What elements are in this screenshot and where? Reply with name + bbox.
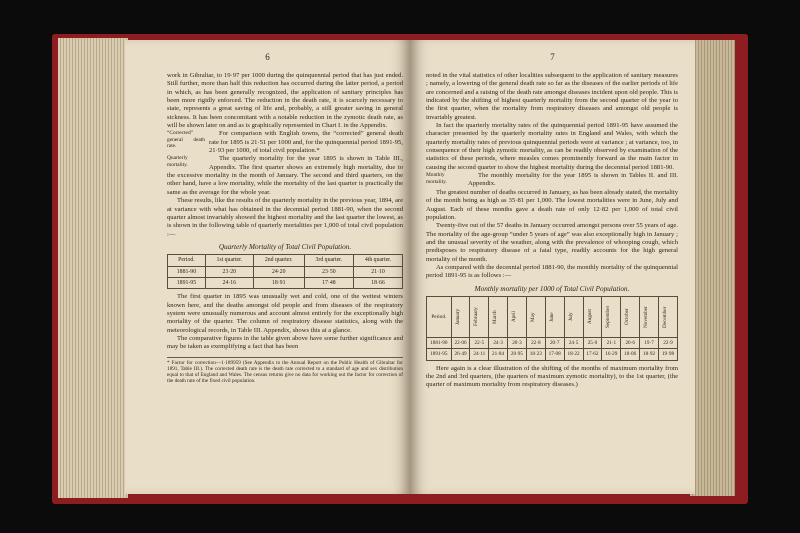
table-cell: 26·49 [451, 349, 470, 360]
paragraph: “Corrected” general death rate. For comparison with English towns, the “corrected” general death rate for 1895 is 21·51 per 1000 and, for the quinquennial period 1891-95, 21·93 per 1000, of total civil population.* [167, 130, 403, 155]
paragraph: In fact the quarterly mortality rates of the quinquennial period 1891-95 have assumed the character presented by the quarterly mortality rates in England and Wales, with which the quarterly mortality rates of previous quinquennial periods were at variance ; at variance, too, in consequence of their high zymotic mortality, as can be readily observed by examination of the statistics of these periods, where measles comes prominently forward as the main factor in causing the second quarter to show the highest mortality during the decennial period 1881-90. [426, 122, 678, 171]
table-row [427, 349, 678, 360]
table-cell: 20·7 [545, 337, 564, 348]
margin-note: Quarterly mortality. [167, 155, 188, 168]
table-cell: 24·20 [253, 266, 304, 277]
table-cell: 17·08 [545, 349, 564, 360]
paragraph: Quarterly mortality. The quarterly mortality for the year 1895 is shown in Table III., Appendix. The first quarter shows an extremely high mortality, due to the excessive mortality in the month of January. The second and third quarters, on the other hand, have a low mortality, while the mortality of the last quarter is practically the same as the average for the whole year. [167, 155, 403, 196]
column-header: September [602, 296, 621, 337]
table-cell: 21·10 [354, 266, 403, 277]
margin-note: “Corrected” general death rate. [167, 130, 205, 150]
column-header: April [508, 296, 527, 337]
table-cell: 20·3 [508, 337, 527, 348]
column-header: December [659, 296, 678, 337]
table-cell: 16·29 [602, 349, 621, 360]
paragraph: The first quarter in 1895 was unusually wet and cold, one of the wettest winters known here, and the deaths amongst old people and from diseases of the respiratory system were unusually numerous and account almost entirely for the exceptionally high mortality of the quarter. The column of respiratory disease statistics, along with the meteorological records, in Table III. Appendix, shows this at a glance. [167, 293, 403, 334]
quarterly-mortality-table [167, 254, 403, 289]
paragraph: The greatest number of deaths occurred in January, as has been already stated, the mortality of the month being as high as 35·81 per 1,000. The lowest mortalities were in June, July and August. Each of these months gave a death rate of only 12·82 per 1,000 of total civil population. [426, 188, 678, 221]
column-header: August [583, 296, 602, 337]
table-header-row [427, 296, 678, 337]
column-header: October [621, 296, 640, 337]
paragraph: work in Gibraltar, to 19·97 per 1000 during the quinquennial period that has just ended. Still further, more than half this reduction has occurred during the latter period, a period in which, as has been generally recognized, the application of sanitary principles has been more rigidly enforced. The reduction in the death rate, it is scarcely necessary to state, represents a great saving of life and, probably, a still greater saving in general sickness. It has been concomitant with a notable reduction in the zymotic death rate, as will be shown later on and as is graphically represented in Chart I. in the Appendix. [167, 72, 403, 130]
table-cell: 18·91 [253, 277, 304, 288]
column-header: May [526, 296, 545, 337]
table-cell: 19·7 [640, 337, 659, 348]
table-cell: 23·50 [304, 266, 353, 277]
page-number: 7 [550, 52, 555, 62]
table-cell: 25·0 [583, 337, 602, 348]
table-cell: 19·98 [659, 349, 678, 360]
table-cell: 1891-95 [168, 277, 206, 288]
table-cell: 18·66 [354, 277, 403, 288]
table-cell: 22·5 [470, 337, 489, 348]
footnote: * Factor for correction—1·189959 (See Appendix to the Annual Report on the Public Health of Gibraltar for 1891, Table III.). The corrected death rate is the death rate corrected to a standard of age and sex distribution equal to that of England and Wales. The census returns give no data for working out the factor for correction of the death rate of the fixed civil population. [167, 357, 403, 385]
column-header: March [489, 296, 508, 337]
table-cell: 20·6 [621, 337, 640, 348]
table-cell: 24·16 [205, 277, 253, 288]
table-caption: Monthly mortality per 1000 of Total Civil Population. [474, 284, 630, 293]
table-cell: 24·3 [489, 337, 508, 348]
table-cell: 1881-90 [168, 266, 206, 277]
table-cell: 18·06 [621, 349, 640, 360]
column-header: 1st quarter. [205, 255, 253, 266]
page-edges-left [58, 38, 128, 498]
table-cell: 22·06 [451, 337, 470, 348]
margin-note: Monthly mortality. [426, 172, 447, 185]
column-header: January [451, 296, 470, 337]
table-caption: Quarterly Mortality of Total Civil Population. [218, 242, 352, 251]
table-cell: 18·22 [564, 349, 583, 360]
column-header: Period. [168, 255, 206, 266]
right-page [410, 40, 695, 494]
table-cell: 24·5 [564, 337, 583, 348]
paragraph: Monthly mortality. The monthly mortality for the year 1895 is shown in Tables II. and III. Appendix. [426, 172, 678, 188]
table-cell: 17·48 [304, 277, 353, 288]
paragraph: Here again is a clear illustration of the shifting of the months of maximum mortality from the 2nd and 3rd quarters, (the quarters of maximum zymotic mortality), to the 1st quarter, (the quarter of maximum mortality from respiratory diseases.) [426, 364, 678, 389]
monthly-mortality-table [426, 296, 678, 361]
column-header: 2nd quarter. [253, 255, 304, 266]
table-header-row [168, 255, 403, 266]
column-header: 3rd quarter. [304, 255, 353, 266]
left-page [125, 40, 410, 494]
table-cell: 1891-95 [427, 349, 452, 360]
table-cell: 18·23 [526, 349, 545, 360]
column-header: July [564, 296, 583, 337]
table-cell: 24·11 [470, 349, 489, 360]
page-number: 6 [265, 52, 270, 62]
table-cell: 21·1 [602, 337, 621, 348]
column-header: February [470, 296, 489, 337]
table-row [168, 277, 403, 288]
paragraph: These results, like the results of the quarterly mortality in the previous year, 1894, are at variance with what has obtained in the decennial period 1881-90, when the second quarter almost invariably showed the highest mortality and the last quarter the lowest, as is shown in the following table of quarterly mortalities per 1,000 of total civil population :— [167, 197, 403, 238]
table-cell: 17·62 [583, 349, 602, 360]
column-header: June [545, 296, 564, 337]
table-row [168, 266, 403, 277]
table-cell: 21·84 [489, 349, 508, 360]
table-cell: 23·20 [205, 266, 253, 277]
paragraph: As compared with the decennial period 1881-90, the monthly mortality of the quinquennial period 1891-95 is as follows :— [426, 263, 678, 280]
table-row [427, 337, 678, 348]
left-page-body [167, 72, 403, 384]
table-cell: 1881-90 [427, 337, 452, 348]
column-header: Period. [427, 296, 452, 337]
column-header: 4th quarter. [354, 255, 403, 266]
paragraph: The comparative figures in the table given above have some further significance and may be taken as exemplifying a fact that has been [167, 334, 403, 351]
table-cell: 18·92 [640, 349, 659, 360]
paragraph: Twenty-five out of the 57 deaths in January occurred amongst persons over 55 years of age. The mortality of the age-group “under 5 years of age” was also exceptionally high in January ; and the unusual severity of the weather, along with the prevalence of whooping cough, which predisposes to respiratory disease of a fatal type, readily accounts for the high general mortality of the month. [426, 222, 678, 263]
right-page-body [426, 72, 678, 390]
table-cell: 22·9 [659, 337, 678, 348]
table-cell: 20·95 [508, 349, 527, 360]
paragraph: noted in the vital statistics of other localities subsequent to the application of sanitary measures ; namely, a lowering of the general death rate so far as the diseases of the earlier periods of life are concerned and a raising of the death rate amongst diseases incident upon old people. This is indicated by the shifting of highest quarterly mortality from the second quarter of the year to the first quarter, when the mortality from respiratory diseases and amongst old people is invariably greatest. [426, 72, 678, 121]
page-edges-right [690, 40, 735, 496]
column-header: November [640, 296, 659, 337]
table-cell: 22·8 [526, 337, 545, 348]
